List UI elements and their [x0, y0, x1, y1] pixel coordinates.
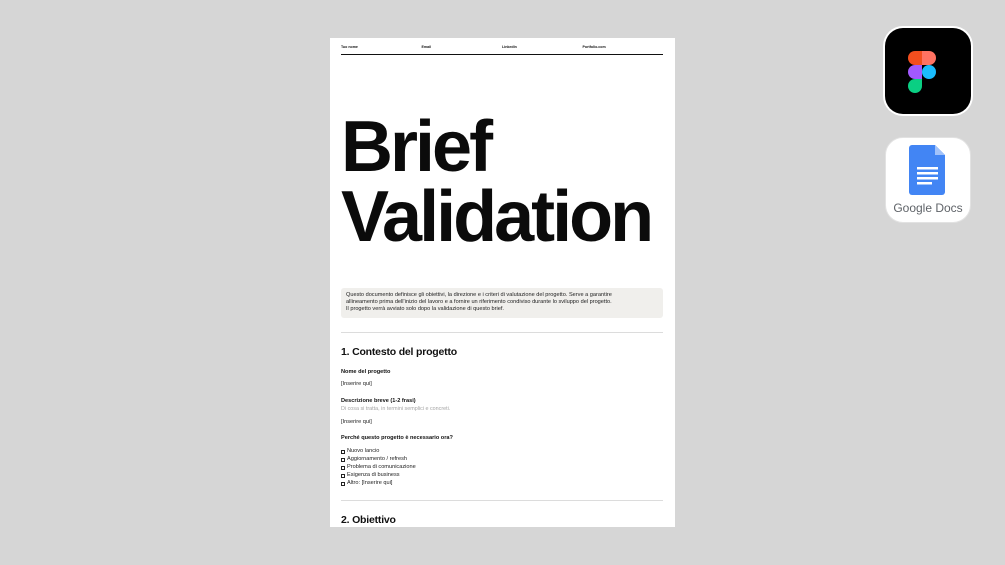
intro-box — [341, 288, 663, 318]
intro-line: allineamento prima dell'inizio del lavoro e a fornire un riferimento condiviso durante lo sviluppo del progetto. — [346, 299, 612, 305]
document-page — [330, 38, 675, 527]
checkbox-icon[interactable] — [341, 458, 345, 462]
figma-logo-icon — [885, 28, 971, 114]
checkbox-option[interactable] — [341, 448, 416, 456]
header-portfolio: Portfolio.com — [582, 45, 606, 49]
document-header — [341, 45, 663, 55]
header-email: Email — [421, 45, 432, 49]
why-now-options — [341, 448, 416, 488]
checkbox-option[interactable] — [341, 472, 416, 480]
option-label: Problema di comunicazione — [347, 463, 416, 470]
checkbox-icon[interactable] — [341, 466, 345, 470]
option-label: Nuovo lancio — [347, 448, 380, 454]
checkbox-option[interactable] — [341, 480, 416, 488]
checkbox-icon[interactable] — [341, 482, 345, 486]
divider — [341, 332, 663, 333]
figma-app-icon[interactable] — [885, 28, 971, 114]
google-docs-label: Google Docs — [893, 201, 963, 215]
field-value-short-description[interactable]: [Inserire qui] — [341, 419, 372, 425]
title-line-2: Validation — [341, 177, 652, 257]
intro-line: Questo documento definisce gli obiettivi, la direzione e i criteri di valutazione del progetto. Serve a garantire — [346, 292, 612, 298]
section-heading: 2. Obiettivo — [341, 514, 396, 526]
option-label: Aggiornamento / refresh — [347, 455, 408, 462]
title-line-1: Brief — [341, 107, 491, 187]
option-label: Altro: [Inserire qui] — [347, 479, 393, 486]
field-label-why-now: Perché questo progetto è necessario ora? — [341, 435, 453, 441]
google-docs-app-icon[interactable] — [885, 137, 971, 223]
field-label-project-name: Nome del progetto — [341, 369, 391, 375]
document-title — [341, 107, 652, 257]
section-heading: 1. Contesto del progetto — [341, 346, 457, 358]
header-linkedin: LinkedIn — [502, 45, 517, 49]
field-hint-short-description: Di cosa si tratta, in termini semplici e concreti. — [341, 406, 451, 412]
field-value-project-name[interactable]: [Inserire qui] — [341, 381, 372, 387]
checkbox-icon[interactable] — [341, 474, 345, 478]
divider — [341, 500, 663, 501]
checkbox-icon[interactable] — [341, 450, 345, 454]
option-label: Esigenza di business — [347, 471, 400, 478]
checkbox-option[interactable] — [341, 464, 416, 472]
intro-line: Il progetto verrà avviato solo dopo la validazione di questo brief. — [346, 306, 504, 312]
checkbox-option[interactable] — [341, 456, 416, 464]
field-label-short-description: Descrizione breve (1-2 frasi) — [341, 398, 416, 404]
header-name: Tuo nome — [341, 45, 358, 49]
